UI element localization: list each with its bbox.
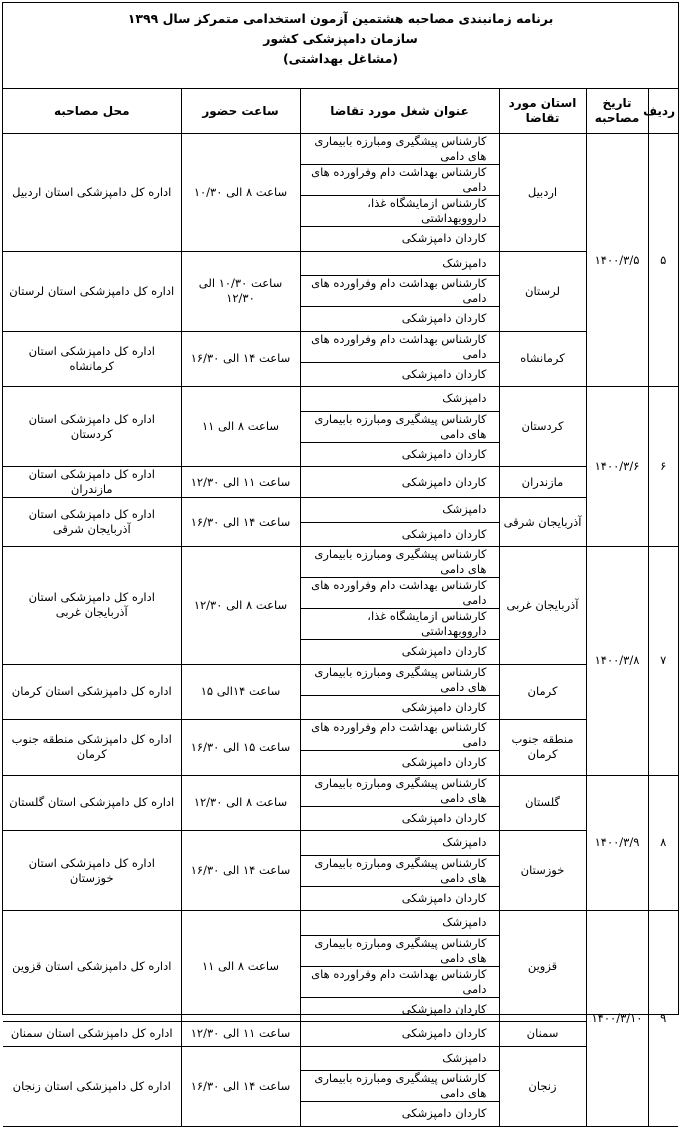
time-cell: ساعت ۸ الی ۱۲/۳۰ bbox=[181, 547, 300, 665]
province-cell: قزوین bbox=[499, 911, 586, 1022]
header-job-title: عنوان شغل مورد تقاضا bbox=[300, 89, 499, 134]
job-title-cell: کاردان دامپزشکی bbox=[300, 1022, 499, 1047]
table-row bbox=[3, 547, 678, 578]
province-cell: آذربایجان شرقی bbox=[499, 498, 586, 547]
time-cell: ساعت ۱۴ الی ۱۶/۳۰ bbox=[181, 831, 300, 911]
document-page bbox=[2, 2, 679, 1121]
job-title-cell: دامپزشک bbox=[300, 251, 499, 276]
time-cell: ساعت ۱۴ الی ۱۶/۳۰ bbox=[181, 331, 300, 387]
time-cell: ساعت ۱۴ الی ۱۶/۳۰ bbox=[181, 1046, 300, 1126]
table-row bbox=[3, 720, 678, 751]
job-title-cell: کارشناس پیشگیری ومبارزه بابیماری های دامی bbox=[300, 411, 499, 442]
province-cell: گلستان bbox=[499, 775, 586, 831]
province-cell: کردستان bbox=[499, 387, 586, 467]
table-row bbox=[3, 251, 678, 276]
table-row bbox=[3, 467, 678, 498]
job-title-cell: کارشناس بهداشت دام وفراورده های دامی bbox=[300, 966, 499, 997]
location-cell: اداره کل دامپزشکی استان سمنان bbox=[3, 1022, 181, 1047]
job-title-cell: کاردان دامپزشکی bbox=[300, 1102, 499, 1127]
province-cell: مازندران bbox=[499, 467, 586, 498]
job-title-cell: دامپزشک bbox=[300, 911, 499, 936]
header-date: تاریخ مصاحبه bbox=[586, 89, 648, 134]
row-number-cell: ۷ bbox=[648, 547, 678, 776]
location-cell: اداره کل دامپزشکی استان کرمانشاه bbox=[3, 331, 181, 387]
job-title-cell: کاردان دامپزشکی bbox=[300, 997, 499, 1022]
schedule-body bbox=[3, 134, 678, 1127]
job-title-cell: کارشناس ازمایشگاه غذا، دارووبهداشتی bbox=[300, 196, 499, 227]
job-title-cell: دامپزشک bbox=[300, 498, 499, 523]
job-title-cell: کارشناس پیشگیری ومبارزه بابیماری های دامی bbox=[300, 1071, 499, 1102]
date-cell: ۱۴۰۰/۳/۵ bbox=[586, 134, 648, 387]
table-row bbox=[3, 775, 678, 806]
job-title-cell: کاردان دامپزشکی bbox=[300, 695, 499, 720]
title-line-1: برنامه زمانبندی مصاحبه هشتمین آزمون استخدامی متمرکز سال ۱۳۹۹ bbox=[127, 11, 554, 26]
row-number-cell: ۸ bbox=[648, 775, 678, 911]
location-cell: اداره کل دامپزشکی استان آذربایجان شرقی bbox=[3, 498, 181, 547]
time-cell: ساعت ۱۴ الی ۱۶/۳۰ bbox=[181, 498, 300, 547]
location-cell: اداره کل دامپزشکی استان مازندران bbox=[3, 467, 181, 498]
job-title-cell: کارشناس بهداشت دام وفراورده های دامی bbox=[300, 720, 499, 751]
time-cell: ساعت ۸ الی ۱۲/۳۰ bbox=[181, 775, 300, 831]
location-cell: اداره کل دامپزشکی استان کرمان bbox=[3, 664, 181, 720]
job-title-cell: دامپزشک bbox=[300, 831, 499, 856]
province-cell: کرمانشاه bbox=[499, 331, 586, 387]
job-title-cell: کاردان دامپزشکی bbox=[300, 307, 499, 332]
title-block bbox=[3, 3, 678, 89]
job-title-cell: دامپزشک bbox=[300, 1046, 499, 1071]
date-cell: ۱۴۰۰/۳/۹ bbox=[586, 775, 648, 911]
job-title-cell: کاردان دامپزشکی bbox=[300, 751, 499, 776]
job-title-cell: دامپزشک bbox=[300, 387, 499, 412]
title-line-3: (مشاغل بهداشتی) bbox=[282, 51, 399, 66]
location-cell: اداره کل دامپزشکی استان گلستان bbox=[3, 775, 181, 831]
job-title-cell: کارشناس پیشگیری ومبارزه بابیماری های دامی bbox=[300, 547, 499, 578]
job-title-cell: کارشناس پیشگیری ومبارزه بابیماری های دامی bbox=[300, 935, 499, 966]
province-cell: لرستان bbox=[499, 251, 586, 331]
province-cell: خوزستان bbox=[499, 831, 586, 911]
title-line-2: سازمان دامپزشکی کشور bbox=[263, 31, 418, 46]
location-cell: اداره کل دامپزشکی استان لرستان bbox=[3, 251, 181, 331]
table-row bbox=[3, 331, 678, 362]
location-cell: اداره کل دامپزشکی استان کردستان bbox=[3, 387, 181, 467]
province-cell: آذربایجان غربی bbox=[499, 547, 586, 665]
time-cell: ساعت ۱۱ الی ۱۲/۳۰ bbox=[181, 467, 300, 498]
location-cell: اداره کل دامپزشکی استان زنجان bbox=[3, 1046, 181, 1126]
time-cell: ساعت ۸ الی ۱۱ bbox=[181, 911, 300, 1022]
table-row bbox=[3, 1022, 678, 1047]
job-title-cell: کاردان دامپزشکی bbox=[300, 442, 499, 467]
job-title-cell: کاردان دامپزشکی bbox=[300, 467, 499, 498]
location-cell: اداره کل دامپزشکی منطقه جنوب کرمان bbox=[3, 720, 181, 776]
time-cell: ساعت ۱۱ الی ۱۲/۳۰ bbox=[181, 1022, 300, 1047]
location-cell: اداره کل دامپزشکی استان آذربایجان غربی bbox=[3, 547, 181, 665]
job-title-cell: کارشناس پیشگیری ومبارزه بابیماری های دامی bbox=[300, 664, 499, 695]
location-cell: اداره کل دامپزشکی استان قزوین bbox=[3, 911, 181, 1022]
job-title-cell: کارشناس بهداشت دام وفراورده های دامی bbox=[300, 578, 499, 609]
time-cell: ساعت ۱۴الی ۱۵ bbox=[181, 664, 300, 720]
job-title-cell: کارشناس بهداشت دام وفراورده های دامی bbox=[300, 331, 499, 362]
province-cell: منطقه جنوب کرمان bbox=[499, 720, 586, 776]
province-cell: اردبیل bbox=[499, 134, 586, 252]
time-cell: ساعت ۱۰/۳۰ الی ۱۲/۳۰ bbox=[181, 251, 300, 331]
job-title-cell: کارشناس پیشگیری ومبارزه بابیماری های دامی bbox=[300, 775, 499, 806]
time-cell: ساعت ۸ الی ۱۱ bbox=[181, 387, 300, 467]
location-cell: اداره کل دامپزشکی استان خوزستان bbox=[3, 831, 181, 911]
time-cell: ساعت ۸ الی ۱۰/۳۰ bbox=[181, 134, 300, 252]
table-row bbox=[3, 831, 678, 856]
table-row bbox=[3, 387, 678, 412]
table-row bbox=[3, 664, 678, 695]
job-title-cell: کاردان دامپزشکی bbox=[300, 522, 499, 547]
job-title-cell: کارشناس ازمایشگاه غذا، دارووبهداشتی bbox=[300, 609, 499, 640]
province-cell: سمنان bbox=[499, 1022, 586, 1047]
job-title-cell: کارشناس پیشگیری ومبارزه بابیماری های دامی bbox=[300, 134, 499, 165]
time-cell: ساعت ۱۵ الی ۱۶/۳۰ bbox=[181, 720, 300, 776]
table-header-row bbox=[3, 89, 678, 134]
job-title-cell: کاردان دامپزشکی bbox=[300, 362, 499, 387]
table-row bbox=[3, 1046, 678, 1071]
header-province: استان مورد تقاضا bbox=[499, 89, 586, 134]
table-row bbox=[3, 498, 678, 523]
row-number-cell: ۵ bbox=[648, 134, 678, 387]
location-cell: اداره کل دامپزشکی استان اردبیل bbox=[3, 134, 181, 252]
header-row-number: ردیف bbox=[648, 89, 678, 134]
job-title-cell: کارشناس بهداشت دام وفراورده های دامی bbox=[300, 165, 499, 196]
header-time: ساعت حضور bbox=[181, 89, 300, 134]
row-number-cell: ۶ bbox=[648, 387, 678, 547]
table-row bbox=[3, 134, 678, 165]
province-cell: زنجان bbox=[499, 1046, 586, 1126]
header-location: محل مصاحبه bbox=[3, 89, 181, 134]
job-title-cell: کاردان دامپزشکی bbox=[300, 227, 499, 252]
date-cell: ۱۴۰۰/۳/۶ bbox=[586, 387, 648, 547]
date-cell: ۱۴۰۰/۳/۸ bbox=[586, 547, 648, 776]
province-cell: کرمان bbox=[499, 664, 586, 720]
schedule-table bbox=[3, 89, 678, 1127]
job-title-cell: کارشناس بهداشت دام وفراورده های دامی bbox=[300, 276, 499, 307]
row-number-cell: ۹ bbox=[648, 911, 678, 1127]
job-title-cell: کارشناس پیشگیری ومبارزه بابیماری های دامی bbox=[300, 855, 499, 886]
date-cell: ۱۴۰۰/۳/۱۰ bbox=[586, 911, 648, 1127]
job-title-cell: کاردان دامپزشکی bbox=[300, 886, 499, 911]
table-row bbox=[3, 911, 678, 936]
job-title-cell: کاردان دامپزشکی bbox=[300, 640, 499, 665]
job-title-cell: کاردان دامپزشکی bbox=[300, 806, 499, 831]
